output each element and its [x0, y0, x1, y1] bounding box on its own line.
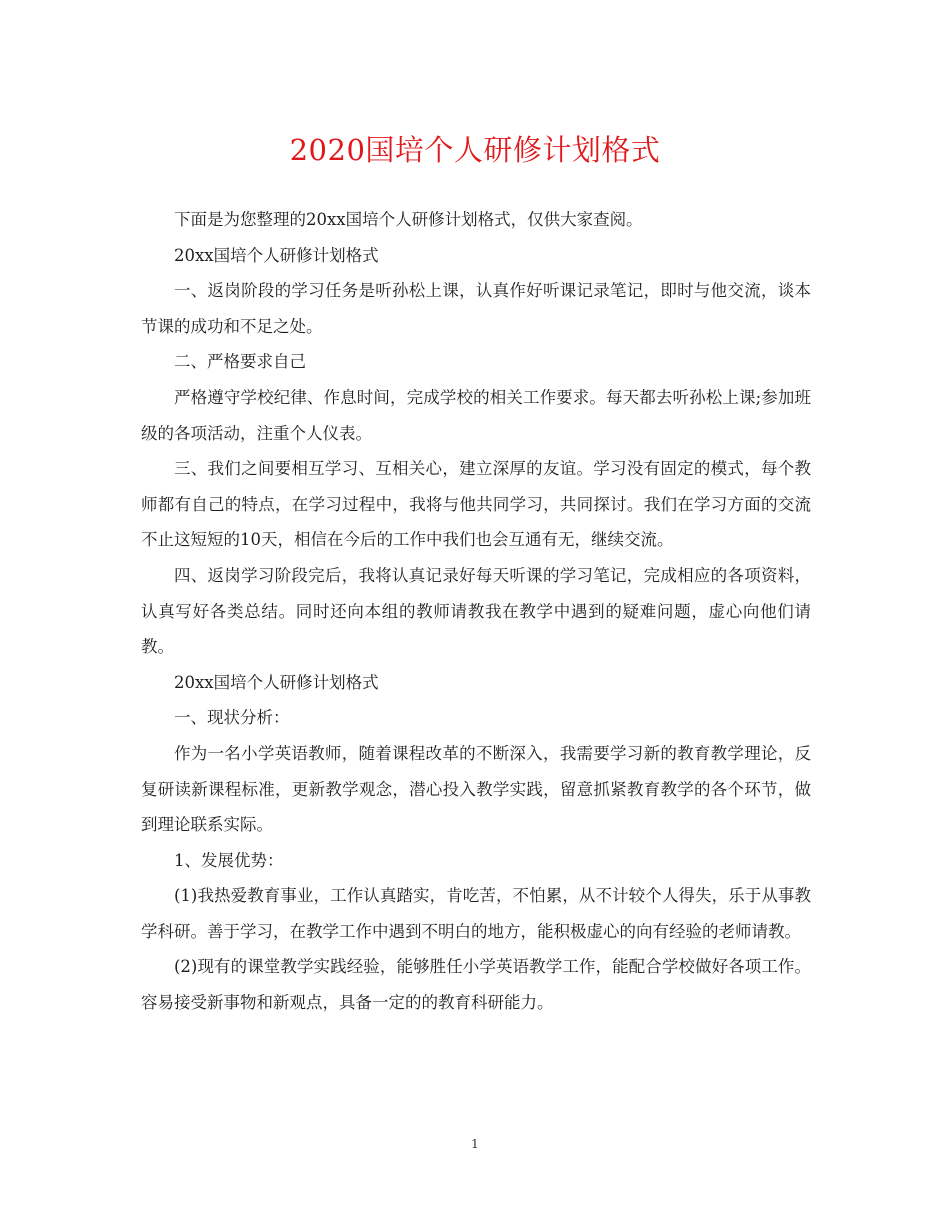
paragraph-section-heading-1: 20xx国培个人研修计划格式 [174, 245, 379, 265]
paragraph-advantage-2: (2)现有的课堂教学实践经验，能够胜任小学英语教学工作，能配合学校做好各项工作。容易接受新事物和新观点，具备一定的的教育科研能力。 [141, 957, 811, 1013]
paragraph-item-2-heading: 二、严格要求自己 [174, 352, 306, 372]
paragraph-advantages-heading: 1、发展优势： [174, 850, 284, 870]
paragraph-section-heading-2: 20xx国培个人研修计划格式 [174, 672, 379, 692]
paragraph-item-3: 三、我们之间要相互学习、互相关心，建立深厚的友谊。学习没有固定的模式，每个教师都有自己的特点，在学习过程中，我将与他共同学习，共同探讨。我们在学习方面的交流不止这短短的10天，相信在今后的工作中我们也会互通有无，继续交流。 [141, 459, 811, 550]
paragraph-advantage-1: (1)我热爱教育事业，工作认真踏实，肯吃苦，不怕累，从不计较个人得失，乐于从事教学科研。善于学习，在教学工作中遇到不明白的地方，能积极虚心的向有经验的老师请教。 [141, 886, 811, 941]
document-title: 2020国培个人研修计划格式 [289, 133, 661, 167]
paragraph-item-1: 一、返岗阶段的学习任务是听孙松上课，认真作好听课记录笔记，即时与他交流，谈本节课的成功和不足之处。 [141, 281, 811, 336]
page-number: 1 [471, 1137, 479, 1151]
paragraph-item-4: 四、返岗学习阶段完后，我将认真记录好每天听课的学习笔记，完成相应的各项资料，认真写好各类总结。同时还向本组的教师请教我在教学中遇到的疑难问题，虚心向他们请教。 [141, 565, 811, 657]
paragraph-analysis-heading: 一、现状分析： [174, 708, 290, 728]
document-body [141, 202, 811, 1021]
paragraph-analysis-body: 作为一名小学英语教师，随着课程改革的不断深入，我需要学习新的教育教学理论，反复研读新课程标准，更新教学观念，潜心投入教学实践，留意抓紧教育教学的各个环节，做到理论联系实际。 [141, 743, 811, 835]
paragraph-item-2-body: 严格遵守学校纪律、作息时间，完成学校的相关工作要求。每天都去听孙松上课;参加班级的各项活动，注重个人仪表。 [141, 387, 811, 443]
paragraph-intro: 下面是为您整理的20xx国培个人研修计划格式，仅供大家查阅。 [174, 210, 643, 229]
